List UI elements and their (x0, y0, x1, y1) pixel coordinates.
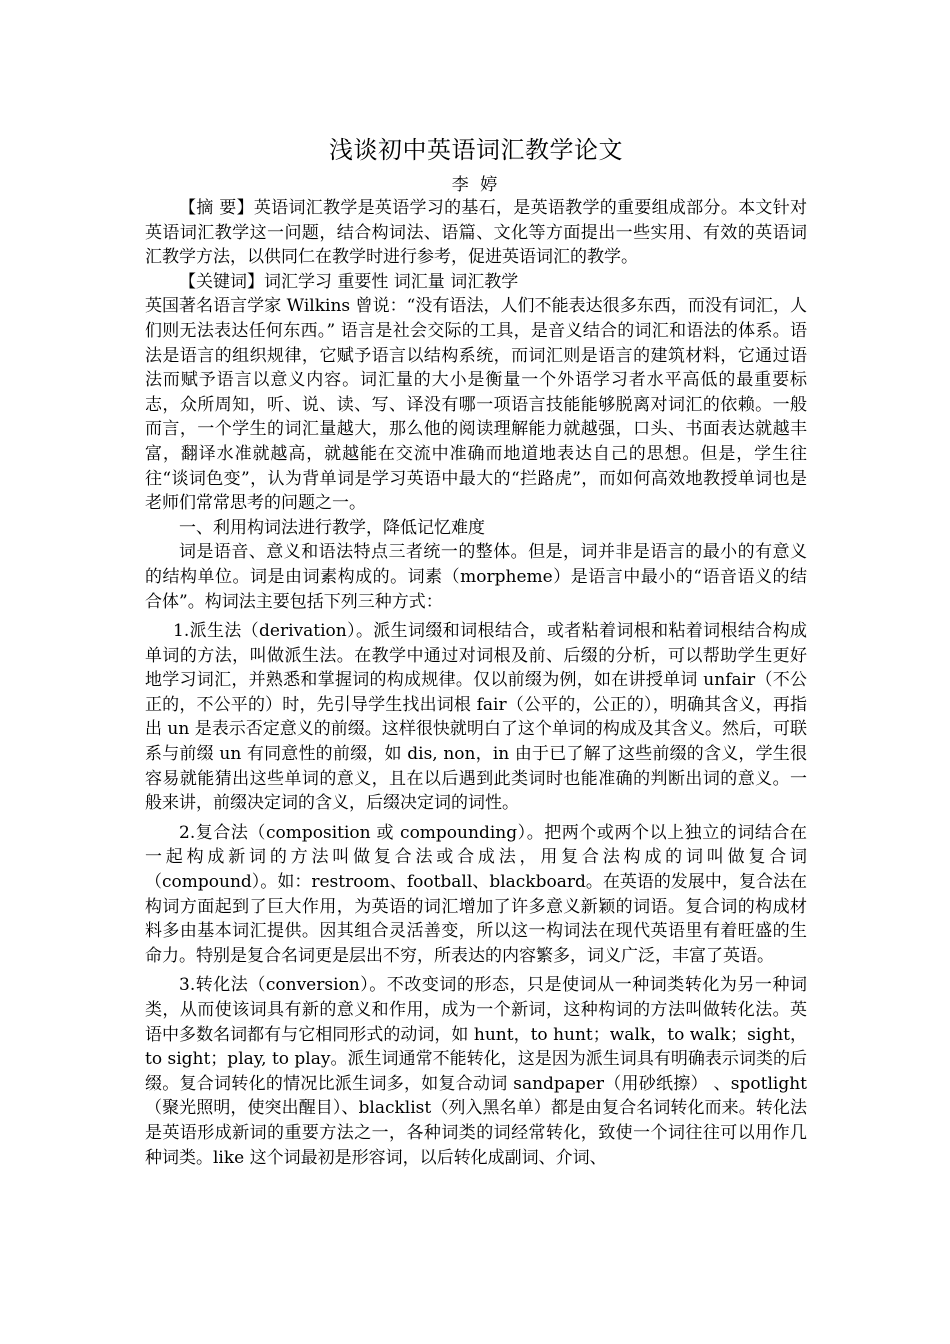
author-name: 李 婷 (451, 175, 501, 195)
composition-paragraph: 2.复合法（composition 或 compounding）。把两个或两个以上独立的词结合在一起构成新词的方法叫做复合法或合成法，用复合法构成的词叫做复合词（compound）。如：restroom、football、blackboard。在英语的发展中，复合法在构词方面起到了巨大作用，为英语的词汇增加了许多意义新颖的词语。复合词的构成材料多由基本词汇提供。因其组合灵活善变，所以这一构词法在现代英语里有着旺盛的生命力。特别是复合名词更是层出不穷，所表达的内容繁多，词义广泛，丰富了英语。 (145, 822, 807, 966)
keywords-line: 【关键词】词汇学习 重要性 词汇量 词汇教学 (179, 271, 519, 292)
document-title: 浅谈初中英语词汇教学论文 (329, 136, 623, 164)
section-heading: 一、利用构词法进行教学，降低记忆难度 (179, 517, 485, 538)
intro-paragraph: 英国著名语言学家 Wilkins 曾说：“没有语法，人们不能表达很多东西，而没有词汇，人们则无法表达任何东西。” 语言是社会交际的工具，是音义结合的词汇和语法的体系。语法是语言的组织规律，它赋予语言以结构系统，而词汇则是语言的建筑材料，它通过语法而赋予语言以意义内容。词汇量的大小是衡量一个外语学习者水平高低的最重要标志，众所周知，听、说、读、写、译没有哪一项语言技能能够脱离对词汇的依赖。一般而言，一个学生的词汇量越大，那么他的阅读理解能力就越强，口头、书面表达就越丰富，翻译水准就越高，就越能在交流中准确而地道地表达自己的思想。但是，学生往往“谈词色变”，认为背单词是学习英语中最大的“拦路虎”，而如何高效地教授单词也是老师们常常思考的问题之一。 (145, 296, 807, 514)
abstract-paragraph: 【摘 要】英语词汇教学是英语学习的基石，是英语教学的重要组成部分。本文针对英语词汇教学这一问题，结合构词法、语篇、文化等方面提出一些实用、有效的英语词汇教学方法，以供同仁在教学时进行参考，促进英语词汇的教学。 (145, 198, 807, 268)
conversion-paragraph: 3.转化法（conversion）。不改变词的形态，只是使词从一种词类转化为另一种词类，从而使该词具有新的意义和作用，成为一个新词，这种构词的方法叫做转化法。英语中多数名词都有与它相同形式的动词，如 hunt，to hunt；walk，to walk；sight，to sight；play, to play。派生词通常不能转化，这是因为派生词具有明确表示词类的后缀。复合词转化的情况比派生词多，如复合动词 sandpaper（用砂纸擦） 、spotlight（聚光照明，使突出醒目）、blacklist（列入黑名单）都是由复合名词转化而来。转化法是英语形成新词的重要方法之一，各种词类的词经常转化，致使一个词往往可以用作几种词类。like 这个词最初是形容词，以后转化成副词、介词、 (145, 975, 807, 1168)
section-intro-paragraph: 词是语音、意义和语法特点三者统一的整体。但是，词并非是语言的最小的有意义的结构单位。词是由词素构成的。词素（morpheme）是语言中最小的“语音语义的结合体”。构词法主要包括下列三种方式： (145, 542, 807, 612)
document-body (145, 132, 807, 1170)
derivation-paragraph: 1.派生法（derivation）。派生词缀和词根结合，或者粘着词根和粘着词根结合构成单词的方法，叫做派生法。在教学中通过对词根及前、后缀的分析，可以帮助学生更好地学习词汇，并熟悉和掌握词的构成规律。仅以前缀为例，如在讲授单词 unfair（不公正的，不公平的）时，先引导学生找出词根 fair（公平的，公正的），明确其含义，再指出 un 是表示否定意义的前缀。这样很快就明白了这个单词的构成及其含义。然后，可联系与前缀 un 有同意性的前缀，如 dis, non，in 由于已了解了这些前缀的含义，学生很容易就能猜出这些单词的意义，且在以后遇到此类词时也能准确的判断出词的意义。一般来讲，前缀决定词的含义，后缀决定词的词性。 (145, 621, 807, 814)
